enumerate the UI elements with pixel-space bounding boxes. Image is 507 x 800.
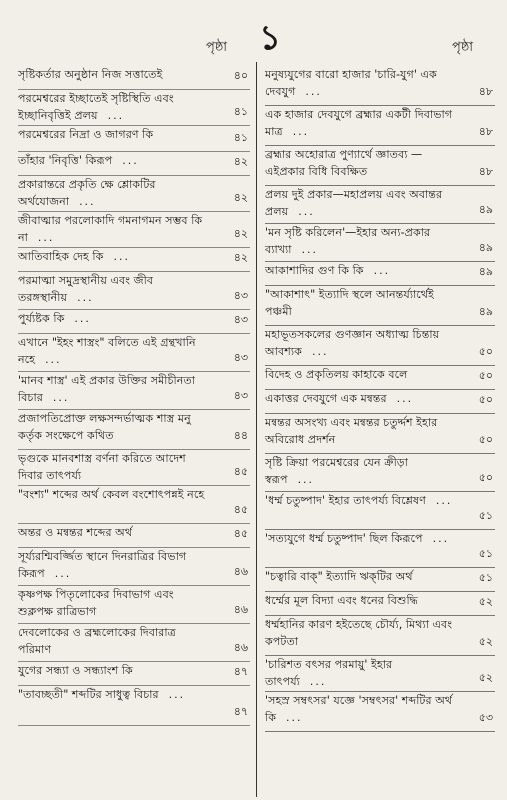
page-number: ৪৬ [233, 641, 248, 654]
toc-entry [265, 262, 495, 286]
left-column [18, 66, 250, 726]
leader-dots: ... [301, 243, 319, 256]
leader-dots: ... [168, 688, 186, 701]
entry-title: পরমেশ্বরের নিদ্রা ও জাগরণ কি [18, 128, 154, 141]
page-number: ৪৪ [233, 429, 248, 442]
page-number: ৪১ [233, 105, 248, 118]
entry-title: 'চারিশত বৎসর পরমায়ু' ইহার তাৎপর্য্য ... [265, 658, 393, 688]
page-number: ৪৫ [233, 465, 248, 478]
entry-title: 'মানব শাস্ত্র' এই প্রকার উক্তির সমীচীনতা বিচার ... [18, 374, 196, 404]
toc-entry [18, 176, 250, 212]
toc-entry [265, 286, 495, 326]
toc-entry [265, 616, 495, 656]
leader-dots: ... [37, 231, 55, 244]
page-number: ৪৯ [478, 241, 493, 254]
right-column [265, 66, 495, 732]
entry-title: ভৃগুকে মানবশাস্ত্র বর্ণনা করিতে আদেশ দিবার তাৎপর্য্য [18, 452, 186, 482]
toc-entry [18, 272, 250, 310]
page-number: ৪১ [233, 131, 248, 144]
page-number: ৪৭ [233, 665, 248, 678]
page-number: ৫২ [478, 595, 493, 608]
leader-dots: ... [52, 391, 70, 404]
toc-entry [265, 592, 495, 616]
toc-entry [265, 454, 495, 492]
toc-entry [265, 692, 495, 732]
entry-title: বিদেহ ও প্রকৃতিলয় কাহাকে বলে [265, 368, 408, 381]
toc-entry [265, 66, 495, 106]
toc-entry [18, 334, 250, 372]
page-number: ৪২ [233, 155, 248, 168]
toc-entry [265, 414, 495, 454]
entry-title: মন্বন্তর অসংখ্য এবং মন্বন্তর চতুর্দ্দশ ইহার অবিরোধ প্রদর্শন [265, 416, 438, 446]
left-page-header: পৃষ্ঠা [206, 40, 228, 55]
page-number: ৪৯ [478, 203, 493, 216]
toc-entry [18, 486, 250, 524]
entry-title: দেবলোকের ও ব্রহ্মলোকের দিবারাত্র পরিমাণ [18, 626, 176, 656]
toc-entry [265, 530, 495, 568]
entry-title: ব্রহ্মার অহোরাত্র পুণ্যার্থে জ্ঞাতব্য —এইপ্রকার বিধি বিবক্ষিত [265, 148, 423, 178]
right-page-header: পৃষ্ঠা [452, 40, 474, 55]
page-number: ৫৩ [478, 711, 493, 724]
leader-dots: ... [373, 264, 391, 277]
entry-title: ধর্ম্মের মূল বিদ্যা এবং ধনের বিশুদ্ধি [265, 594, 418, 607]
leader-dots: ... [311, 345, 329, 358]
leader-dots: ... [305, 85, 322, 98]
entry-title: জীবাত্মার পরলোকাদি গমনাগমন সম্ভব কি না ... [18, 214, 203, 244]
entry-title: একাত্তর দেবযুগে এক মন্বন্তর ... [265, 392, 414, 405]
leader-dots: ... [292, 125, 310, 138]
toc-entry [18, 450, 250, 486]
page-number: ৪২ [233, 191, 248, 204]
entry-title: তাঁহার 'নিবৃত্তি' কিরূপ ... [18, 154, 139, 167]
entry-title: মহাভূতসকলের গুণজ্ঞান অধ্যাত্ম চিন্তায় আবশ্যক ... [265, 328, 440, 358]
toc-entry [265, 568, 495, 592]
leader-dots: ... [113, 250, 130, 263]
leader-dots: ... [432, 532, 450, 545]
page-number: ৪৬ [233, 603, 248, 616]
entry-title: পরমেশ্বরের ইচ্ছাতেই সৃষ্টিস্থিতি এবং ইচ্ছানিবৃত্তিই প্রলয় ... [18, 92, 174, 122]
leader-dots: ... [435, 494, 453, 507]
entry-title: আতিবাহিক দেহ কি ... [18, 250, 130, 263]
entry-title: যুগের সন্ধ্যা ও সন্ধ্যাংশ কি [18, 664, 133, 677]
page-number: ৪৮ [478, 165, 493, 178]
toc-entry [18, 524, 250, 548]
toc-entry [18, 410, 250, 450]
entry-title: অন্তর ও মন্বন্তর শব্দের অর্থ [18, 526, 133, 539]
leader-dots: ... [122, 154, 139, 167]
leader-dots: ... [298, 205, 315, 218]
entry-title: এক হাজার দেবযুগে ব্রহ্মার একটী দিবাভাগ মাত্র ... [265, 108, 453, 138]
leader-dots: ... [54, 567, 72, 580]
toc-entry [18, 686, 250, 726]
entry-title: কৃষ্ণপক্ষ পিতৃলোকের দিবাভাগ এবং শুক্লপক্ষ রাত্রিভাগ [18, 588, 174, 618]
entry-title: "চত্বারি বাক্" ইত্যাদি ঋক্‌টির অর্থ [265, 570, 413, 583]
entry-title: এখানে "ইহং শাস্ত্রং" বলিতে এই গ্রন্থখানি নহে ... [18, 336, 196, 366]
entry-title: সৃষ্টিকর্তার অনুষ্ঠান নিজ সত্তাতেই [18, 68, 163, 81]
page-number: ৪৩ [233, 313, 248, 326]
toc-entry [18, 624, 250, 662]
toc-entry [18, 586, 250, 624]
toc-entry [265, 656, 495, 692]
page-number: ৪৫ [233, 503, 248, 516]
toc-entry [18, 248, 250, 272]
toc-entry [265, 390, 495, 414]
entry-title: প্রজাপতিপ্রোক্ত লক্ষসন্দর্ভাত্মক শাস্ত্র মনু কর্তৃক সংক্ষেপে কথিত [18, 412, 191, 442]
page-number: ৫০ [478, 433, 493, 446]
page-number: ৪৯ [478, 265, 493, 278]
leader-dots: ... [286, 711, 303, 724]
entry-title: আকাশাদির গুণ কি কি ... [265, 264, 391, 277]
page-number: ৪৭ [233, 705, 248, 718]
toc-entry [18, 126, 250, 152]
page-number: ৫০ [478, 471, 493, 484]
page-number: ৪৯ [478, 305, 493, 318]
page-number: ৫০ [478, 393, 493, 406]
page-number: ৪৩ [233, 351, 248, 364]
entry-title: প্রলয় দুই প্রকার—মহাপ্রলয় এবং অবান্তর প্রলয় ... [265, 188, 443, 218]
entry-title: মনুষ্যযুগের বারো হাজার 'চারি-যুগ' এক দেবযুগ ... [265, 68, 437, 98]
page-number: ৪৩ [233, 289, 248, 302]
entry-title: প্রকারান্তরে প্রকৃতি ক্ষে শ্লোকটির অর্থযোজনা ... [18, 178, 156, 208]
toc-entry [18, 152, 250, 176]
toc-entry [265, 106, 495, 146]
entry-title: 'মন সৃষ্টি করিলেন'—ইহার অন্য-প্রকার ব্যাখ্যা ... [265, 226, 431, 256]
entry-title: 'সত্যযুগে ধর্ম্ম চতুষ্পাদ' ছিল কিরূপে ... [265, 532, 450, 545]
entry-title: 'সহস্র সম্বৎসর' যজ্ঞে 'সম্বৎসর' শব্দটির অর্থ কি ... [265, 694, 453, 724]
entry-title: "তাবচ্ছতী" শব্দটির সাধুত্ব বিচার ... [18, 688, 186, 701]
page-number: ৫২ [478, 635, 493, 648]
toc-entry [18, 66, 250, 90]
page-number: ৫১ [478, 571, 493, 584]
leader-dots: ... [79, 195, 96, 208]
page-number: ৫০ [478, 345, 493, 358]
column-divider [256, 62, 257, 797]
leader-dots: ... [396, 392, 414, 405]
toc-entry [265, 326, 495, 366]
toc-entry [265, 492, 495, 530]
leader-dots: ... [77, 291, 94, 304]
page-number: ৪০ [233, 69, 248, 82]
leader-dots: ... [297, 473, 315, 486]
toc-entry [265, 146, 495, 186]
entry-title: ধর্ম্মহানির কারণ হইতেছে চৌর্য্য, মিথ্যা এবং কপটতা [265, 618, 453, 648]
toc-entry [265, 186, 495, 224]
entry-title: "আকাশাৎ" ইত্যাদি স্থলে আনন্তর্য্যার্থেই পঞ্চমী [265, 288, 434, 318]
page-number: ৫১ [478, 547, 493, 560]
page-number: ৪৬ [233, 565, 248, 578]
page-number: ৪৮ [478, 85, 493, 98]
entry-title: পরমাত্মা সমুদ্রস্থানীয় এবং জীব তরঙ্গস্থানীয় ... [18, 274, 154, 304]
toc-entry [18, 212, 250, 248]
page-number: ৫০ [478, 369, 493, 382]
leader-dots: ... [309, 675, 327, 688]
toc-entry [18, 372, 250, 410]
page-number: ৫১ [478, 509, 493, 522]
page-number: ৪৩ [233, 389, 248, 402]
toc-entry [18, 548, 250, 586]
toc-entry [18, 310, 250, 334]
entry-title: 'ধর্ম্ম চতুষ্পাদ' ইহার তাৎপর্য্য বিশ্লেষণ ... [265, 494, 453, 507]
page-number: ৪৫ [233, 527, 248, 540]
page-number: ৫২ [478, 671, 493, 684]
toc-entry [265, 366, 495, 390]
entry-title: পুর্য্যষ্টক কি ... [18, 312, 91, 325]
entry-title: "বংশ্য" শব্দের অর্থ কেবল বংশোৎপন্নই নহে [18, 488, 205, 501]
toc-entry [18, 90, 250, 126]
chapter-number: ১ [258, 18, 282, 58]
page-number: ৪২ [233, 251, 248, 264]
toc-entry [18, 662, 250, 686]
leader-dots: ... [45, 353, 62, 366]
page-number: ৪৮ [478, 125, 493, 138]
leader-dots: ... [107, 109, 125, 122]
entry-title: সূর্য্যরশ্মিবর্জ্জিত স্থানে দিনরাত্রির বিভাগ কিরূপ ... [18, 550, 187, 580]
leader-dots: ... [74, 312, 91, 325]
page-number: ৪২ [233, 227, 248, 240]
toc-entry [265, 224, 495, 262]
entry-title: সৃষ্টি ক্রিয়া পরমেশ্বরের যেন ক্রীড়া স্বরূপ ... [265, 456, 409, 486]
